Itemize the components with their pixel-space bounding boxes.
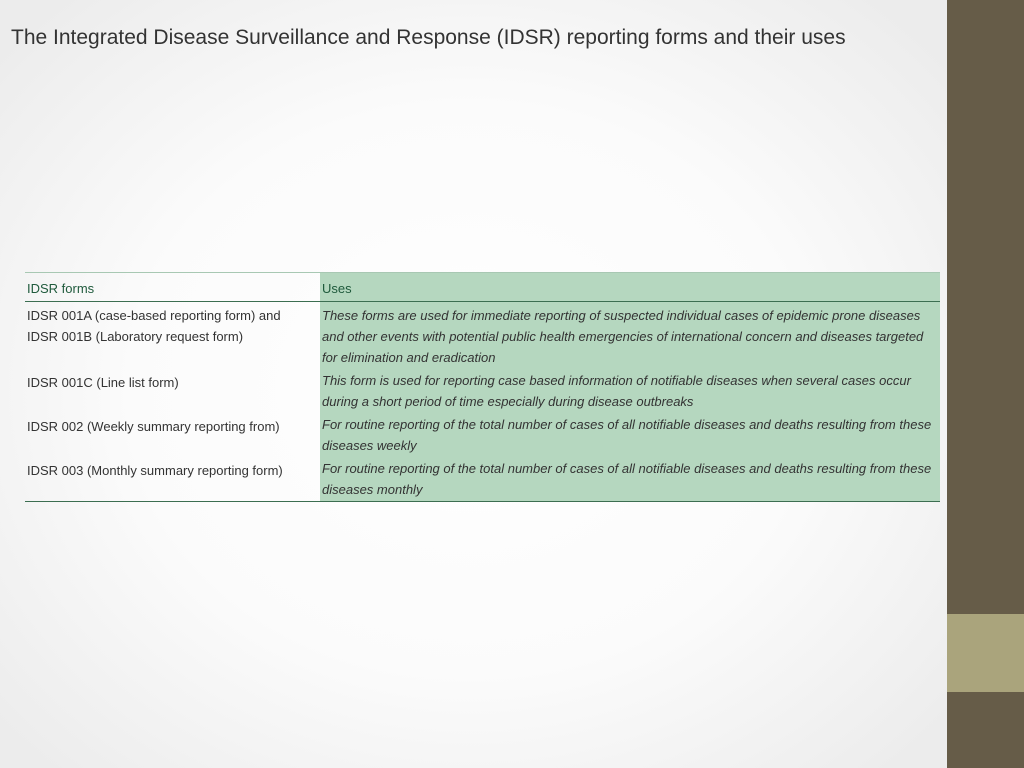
- table-row: [25, 457, 940, 502]
- form-name-cell: [25, 302, 320, 370]
- form-name-line: IDSR 002 (Weekly summary reporting from): [27, 419, 280, 434]
- form-use-cell: These forms are used for immediate reporting of suspected individual cases of epidemic prone diseases and other events with potential public health emergencies of international concern and diseases targeted for elimination and eradication: [320, 302, 940, 370]
- slide-title: The Integrated Disease Surveillance and Response (IDSR) reporting forms and their uses: [11, 26, 846, 49]
- form-name-cell: [25, 413, 320, 457]
- table-header-row: [25, 273, 940, 302]
- form-name-cell: [25, 457, 320, 502]
- table-row: [25, 369, 940, 413]
- form-use-cell: This form is used for reporting case based information of notifiable diseases when several cases occur during a short period of time especially during disease outbreaks: [320, 369, 940, 413]
- table-row: [25, 413, 940, 457]
- form-name-line: IDSR 001B (Laboratory request form): [27, 329, 244, 344]
- idsr-forms-table: [25, 272, 940, 502]
- form-use-cell: For routine reporting of the total number of cases of all notifiable diseases and deaths resulting from these diseases monthly: [320, 457, 940, 502]
- form-name-line: IDSR 001C (Line list form): [27, 375, 179, 390]
- uses-column-header: Uses: [320, 273, 940, 302]
- form-name-line: IDSR 003 (Monthly summary reporting form): [27, 463, 283, 478]
- forms-column-header: IDSR forms: [25, 273, 320, 302]
- form-use-cell: For routine reporting of the total number of cases of all notifiable diseases and deaths resulting from these diseases weekly: [320, 413, 940, 457]
- form-name-cell: [25, 369, 320, 413]
- sidebar-accent-block: [947, 614, 1024, 692]
- table-row: [25, 302, 940, 370]
- form-name-line: IDSR 001A (case-based reporting form) and: [27, 308, 281, 323]
